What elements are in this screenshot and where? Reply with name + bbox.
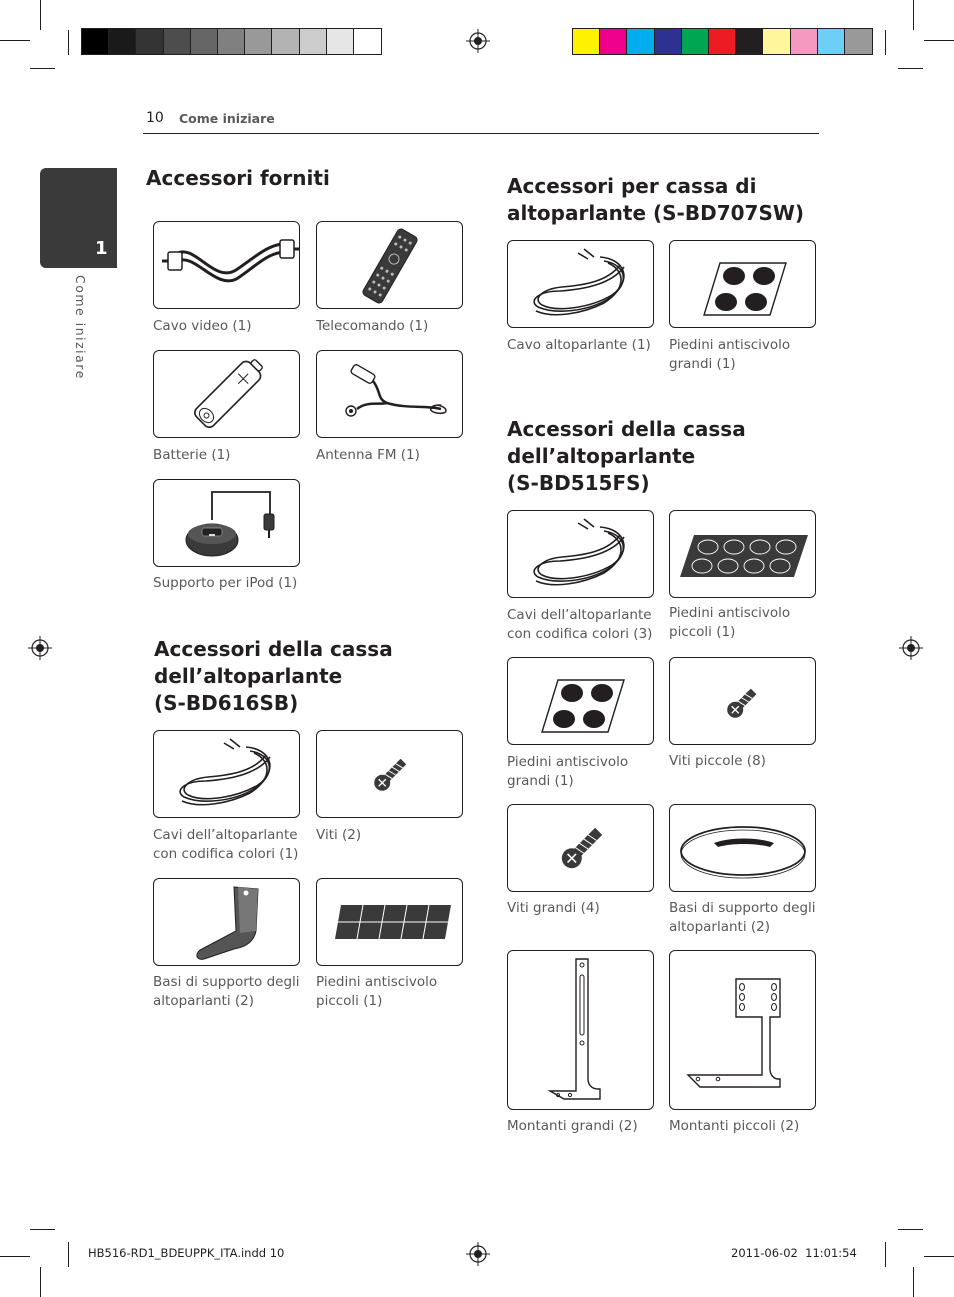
- color-swatch: [682, 29, 709, 54]
- crop-mark: [0, 1256, 30, 1257]
- color-swatch: [136, 29, 163, 54]
- caption-sb-basi: Basi di supporto degli altoparlanti (2): [153, 974, 300, 1009]
- color-swatch: [218, 29, 245, 54]
- video-cable-icon: [154, 222, 301, 310]
- item-box-antenna: [316, 350, 463, 438]
- crop-mark: [68, 1242, 69, 1267]
- item-box-sw-piedini: [669, 240, 816, 328]
- section-title-sb616: Accessori della cassa dell’altoparlante (S-BD616SB): [154, 637, 393, 715]
- large-bracket-icon: [508, 951, 655, 1111]
- caption-sb-piedini: Piedini antiscivolo piccoli (1): [316, 974, 438, 1009]
- color-swatch: [655, 29, 682, 54]
- crop-mark: [885, 1242, 886, 1267]
- remote-control-icon: [317, 222, 464, 310]
- crop-mark: [68, 30, 69, 55]
- item-box-fs-piedini-piccoli: [669, 510, 816, 598]
- crop-mark: [30, 1229, 55, 1230]
- large-pads-icon: [670, 241, 817, 329]
- item-box-sb-piedini: [316, 878, 463, 966]
- crop-mark: [885, 30, 886, 55]
- caption-antenna: Antenna FM (1): [316, 447, 420, 463]
- item-box-fs-viti-grandi: [507, 804, 654, 892]
- crop-mark: [0, 40, 30, 41]
- item-box-fs-viti-piccole: [669, 657, 816, 745]
- registration-mark-icon: [28, 636, 52, 660]
- large-pads-icon: [508, 658, 655, 746]
- color-swatch: [627, 29, 654, 54]
- color-swatch: [300, 29, 327, 54]
- small-bracket-icon: [670, 951, 817, 1111]
- small-pads-icon: [317, 879, 464, 967]
- crop-mark: [913, 1267, 914, 1297]
- crop-mark: [898, 1229, 923, 1230]
- item-box-fs-montanti-piccoli: [669, 950, 816, 1110]
- screw-icon: [317, 731, 464, 819]
- item-box-telecomando: [316, 221, 463, 309]
- speaker-base-icon: [154, 879, 301, 967]
- color-swatch: [245, 29, 272, 54]
- small-pads-icon: [670, 511, 817, 599]
- crop-mark: [40, 1267, 41, 1297]
- caption-fs-cavi: Cavi dell’altoparlante con codifica colori (3): [507, 607, 653, 642]
- battery-icon: [154, 351, 301, 439]
- color-swatch: [109, 29, 136, 54]
- footer-filename: HB516-RD1_BDEUPPK_ITA.indd 10: [88, 1246, 285, 1260]
- caption-cavo-video: Cavo video (1): [153, 318, 252, 334]
- round-base-icon: [670, 805, 817, 893]
- crop-mark: [40, 0, 41, 30]
- registration-mark-icon: [466, 29, 490, 53]
- color-swatch: [573, 29, 600, 54]
- color-swatch: [763, 29, 790, 54]
- section-title-sw707: Accessori per cassa di altoparlante (S-BD707SW): [507, 174, 805, 225]
- caption-fs-piedini-grandi: Piedini antiscivolo grandi (1): [507, 754, 629, 789]
- color-swatch: [709, 29, 736, 54]
- item-box-sw-cavo: [507, 240, 654, 328]
- color-swatch: [354, 29, 381, 54]
- speaker-cable-icon: [154, 731, 301, 819]
- crop-mark: [30, 68, 55, 69]
- item-box-ipod: [153, 479, 300, 567]
- item-box-fs-piedini-grandi: [507, 657, 654, 745]
- item-box-fs-basi: [669, 804, 816, 892]
- caption-telecomando: Telecomando (1): [316, 318, 429, 334]
- item-box-cavo-video: [153, 221, 300, 309]
- caption-sw-cavo: Cavo altoparlante (1): [507, 337, 651, 353]
- caption-fs-viti-piccole: Viti piccole (8): [669, 753, 766, 769]
- color-swatch: [736, 29, 763, 54]
- caption-ipod: Supporto per iPod (1): [153, 575, 298, 591]
- color-swatch: [791, 29, 818, 54]
- running-header: Come iniziare: [179, 111, 275, 126]
- chapter-number: 1: [95, 238, 108, 259]
- color-swatch: [845, 29, 872, 54]
- color-swatch: [82, 29, 109, 54]
- screw-icon: [508, 805, 655, 893]
- color-swatch: [272, 29, 299, 54]
- color-swatch: [600, 29, 627, 54]
- caption-sb-cavi: Cavi dell’altoparlante con codifica colori (1): [153, 827, 299, 862]
- registration-mark-icon: [466, 1242, 490, 1266]
- header-rule: [143, 133, 819, 134]
- caption-fs-basi: Basi di supporto degli altoparlanti (2): [669, 900, 816, 935]
- fm-antenna-icon: [317, 351, 464, 439]
- crop-mark: [898, 68, 923, 69]
- section-title-fs515: Accessori della cassa dell’altoparlante (S-BD515FS): [507, 417, 746, 495]
- section-title-forniti: Accessori forniti: [146, 166, 330, 190]
- crop-mark: [924, 1256, 954, 1257]
- caption-sw-piedini: Piedini antiscivolo grandi (1): [669, 337, 791, 372]
- item-box-fs-montanti-grandi: [507, 950, 654, 1110]
- caption-fs-piedini-piccoli: Piedini antiscivolo piccoli (1): [669, 605, 791, 640]
- speaker-cable-icon: [508, 241, 655, 329]
- page-number: 10: [146, 110, 164, 126]
- caption-fs-montanti-grandi: Montanti grandi (2): [507, 1118, 638, 1134]
- registration-mark-icon: [899, 636, 923, 660]
- speaker-cable-icon: [508, 511, 655, 599]
- color-swatch: [818, 29, 845, 54]
- item-box-sb-cavi: [153, 730, 300, 818]
- item-box-fs-cavi: [507, 510, 654, 598]
- color-swatch: [327, 29, 354, 54]
- ipod-dock-icon: [154, 480, 301, 568]
- chapter-label: Come iniziare: [73, 275, 88, 380]
- footer-timestamp: 2011-06-02 ￼ 11:01:54: [731, 1246, 857, 1260]
- caption-batterie: Batterie (1): [153, 447, 231, 463]
- crop-mark: [924, 40, 954, 41]
- item-box-sb-basi: [153, 878, 300, 966]
- caption-fs-viti-grandi: Viti grandi (4): [507, 900, 600, 916]
- color-swatch: [164, 29, 191, 54]
- caption-fs-montanti-piccoli: Montanti piccoli (2): [669, 1118, 800, 1134]
- crop-mark: [913, 0, 914, 30]
- caption-sb-viti: Viti (2): [316, 827, 362, 843]
- item-box-batterie: [153, 350, 300, 438]
- item-box-sb-viti: [316, 730, 463, 818]
- screw-icon: [670, 658, 817, 746]
- color-swatch: [191, 29, 218, 54]
